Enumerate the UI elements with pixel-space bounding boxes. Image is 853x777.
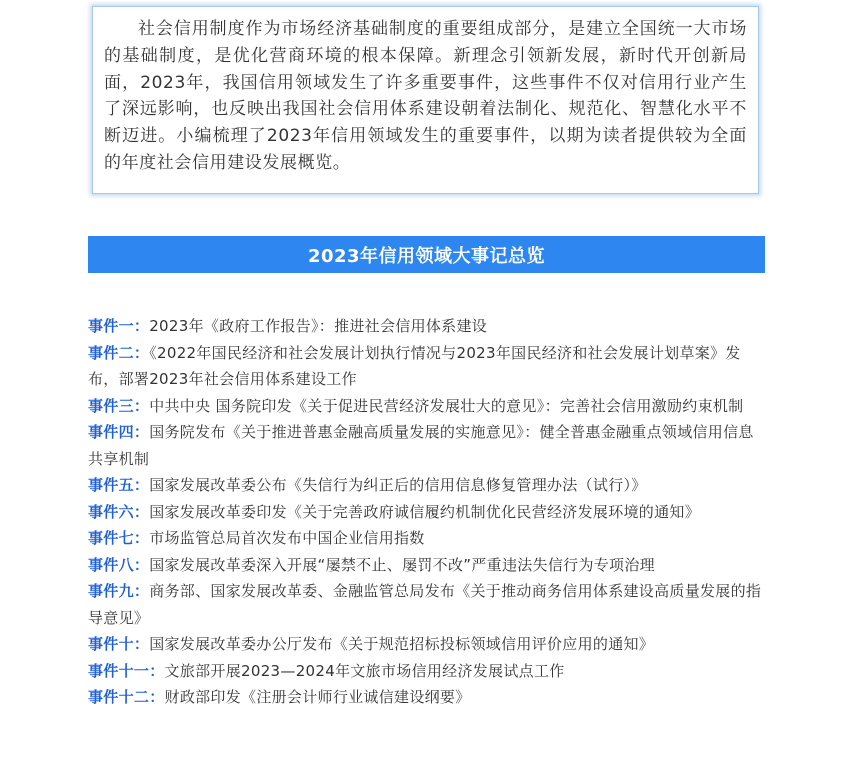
event-text: 财政部印发《注册会计师行业诚信建设纲要》 — [164, 688, 471, 706]
event-label: 事件八： — [88, 555, 150, 574]
event-label: 事件六： — [88, 502, 150, 521]
event-text: 国家发展改革委公布《失信行为纠正后的信用信息修复管理办法（试行）》 — [149, 476, 647, 494]
event-label: 事件三： — [88, 396, 150, 415]
event-text: 国家发展改革委印发《关于完善政府诚信履约机制优化民营经济发展环境的通知》 — [149, 502, 701, 521]
intro-box — [92, 6, 759, 194]
event-item-7 — [88, 525, 768, 552]
event-item-2 — [88, 340, 768, 393]
event-label: 事件七： — [88, 529, 150, 547]
event-text: 文旅部开展2023—2024年文旅市场信用经济发展试点工作 — [164, 661, 565, 680]
event-label: 事件九： — [88, 582, 150, 600]
event-list — [88, 313, 768, 711]
banner-title: 2023年信用领域大事记总览 — [307, 245, 546, 267]
event-item-3 — [88, 393, 768, 420]
event-text: 国务院发布《关于推进普惠金融高质量发展的实施意见》：健全普惠金融重点领域信用信息共享机制 — [88, 423, 754, 468]
event-text: 《2022年国民经济和社会发展计划执行情况与2023年国民经济和社会发展计划草案》发布，部署2023年社会信用体系建设工作 — [88, 343, 741, 388]
event-item-8 — [88, 552, 768, 579]
event-label: 事件四： — [88, 423, 150, 441]
event-label: 事件一： — [88, 317, 150, 335]
event-text: 中共中央 国务院印发《关于促进民营经济发展壮大的意见》：完善社会信用激励约束机制 — [149, 396, 744, 415]
event-label: 事件十一： — [88, 661, 165, 680]
event-label: 事件十二： — [88, 688, 165, 706]
event-item-1 — [88, 313, 768, 340]
section-banner — [88, 236, 765, 273]
event-item-4 — [88, 419, 768, 472]
event-item-6 — [88, 499, 768, 526]
event-item-5 — [88, 472, 768, 499]
event-text: 商务部、国家发展改革委、金融监管总局发布《关于推动商务信用体系建设高质量发展的指导意见》 — [88, 582, 762, 627]
event-text: 2023年《政府工作报告》：推进社会信用体系建设 — [149, 317, 488, 335]
event-text: 市场监管总局首次发布中国企业信用指数 — [149, 529, 425, 547]
event-item-12 — [88, 684, 768, 711]
event-text: 国家发展改革委深入开展“屡禁不止、屡罚不改”严重违法失信行为专项治理 — [149, 555, 655, 574]
event-item-10 — [88, 631, 768, 658]
event-label: 事件二： — [88, 343, 150, 362]
event-label: 事件十： — [88, 635, 150, 653]
event-text: 国家发展改革委办公厅发布《关于规范招标投标领域信用评价应用的通知》 — [149, 635, 655, 653]
event-label: 事件五： — [88, 476, 150, 494]
intro-paragraph: 社会信用制度作为市场经济基础制度的重要组成部分，是建立全国统一大市场的基础制度，是优化营商环境的根本保障。新理念引领新发展，新时代开创新局面，2023年，我国信用领域发生了许多重要事件，这些事件不仅对信用行业产生了深远影响，也反映出我国社会信用体系建设朝着法制化、规范化、智慧化水平不断迈进。小编梳理了2023年信用领域发生的重要事件，以期为读者提供较为全面的年度社会信用建设发展概览。 — [104, 19, 747, 173]
event-item-11 — [88, 658, 768, 685]
event-item-9 — [88, 578, 768, 631]
